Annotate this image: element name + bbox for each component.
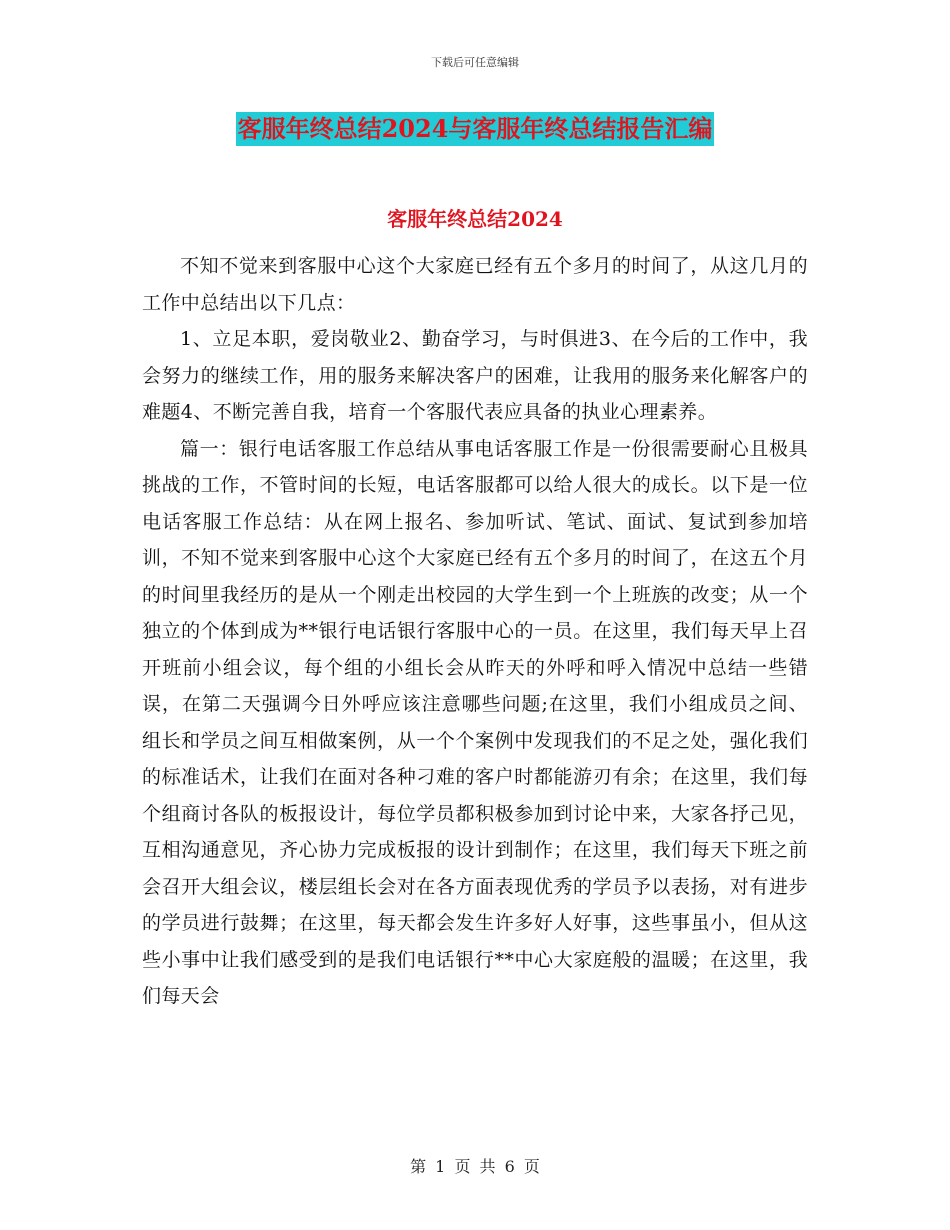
main-title: 客服年终总结2024与客服年终总结报告汇编 [236, 112, 715, 146]
paragraph-intro: 不知不觉来到客服中心这个大家庭已经有五个多月的时间了，从这几月的工作中总结出以下几点： [142, 255, 808, 314]
section-title: 客服年终总结2024 [387, 207, 563, 231]
paragraph-article-one: 篇一：银行电话客服工作总结从事电话客服工作是一份很需要耐心且极具挑战的工作，不管时间的长短，电话客服都可以给人很大的成长。以下是一位电话客服工作总结：从在网上报名、参加听试、笔试、面试、复试到参加培训，不知不觉来到客服中心这个大家庭已经有五个多月的时间了，在这五个月的时间里我经历的是从一个刚走出校园的大学生到一个上班族的改变；从一个独立的个体到成为**银行电话银行客服中心的一员。在这里，我们每天早上召开班前小组会议，每个组的小组长会从昨天的外呼和呼入情况中总结一些错误，在第二天强调今日外呼应该注意哪些问题;在这里，我们小组成员之间、组长和学员之间互相做案例，从一个个案例中发现我们的不足之处，强化我们的标准话术，让我们在面对各种刁难的客户时都能游刃有余；在这里，我们每个组商讨各队的板报设计，每位学员都积极参加到讨论中来，大家各抒己见，互相沟通意见，齐心协力完成板报的设计到制作；在这里，我们每天下班之前会召开大组会议，楼层组长会对在各方面表现优秀的学员予以表扬，对有进步的学员进行鼓舞；在这里，每天都会发生许多好人好事，这些事虽小，但从这些小事中让我们感受到的是我们电话银行**中心大家庭般的温暖；在这里，我们每天会 [142, 437, 808, 1007]
body-text [142, 248, 808, 1015]
page-footer: 第 1 页 共 6 页 [410, 1157, 540, 1176]
paragraph-points: 1、立足本职，爱岗敬业2、勤奋学习，与时俱进3、在今后的工作中，我会努力的继续工作，用的服务来解决客户的困难，让我用的服务来化解客户的难题4、不断完善自我，培育一个客服代表应具备的执业心理素养。 [142, 328, 808, 423]
header-note: 下载后可任意编辑 [431, 56, 519, 69]
main-title-container [0, 112, 950, 146]
